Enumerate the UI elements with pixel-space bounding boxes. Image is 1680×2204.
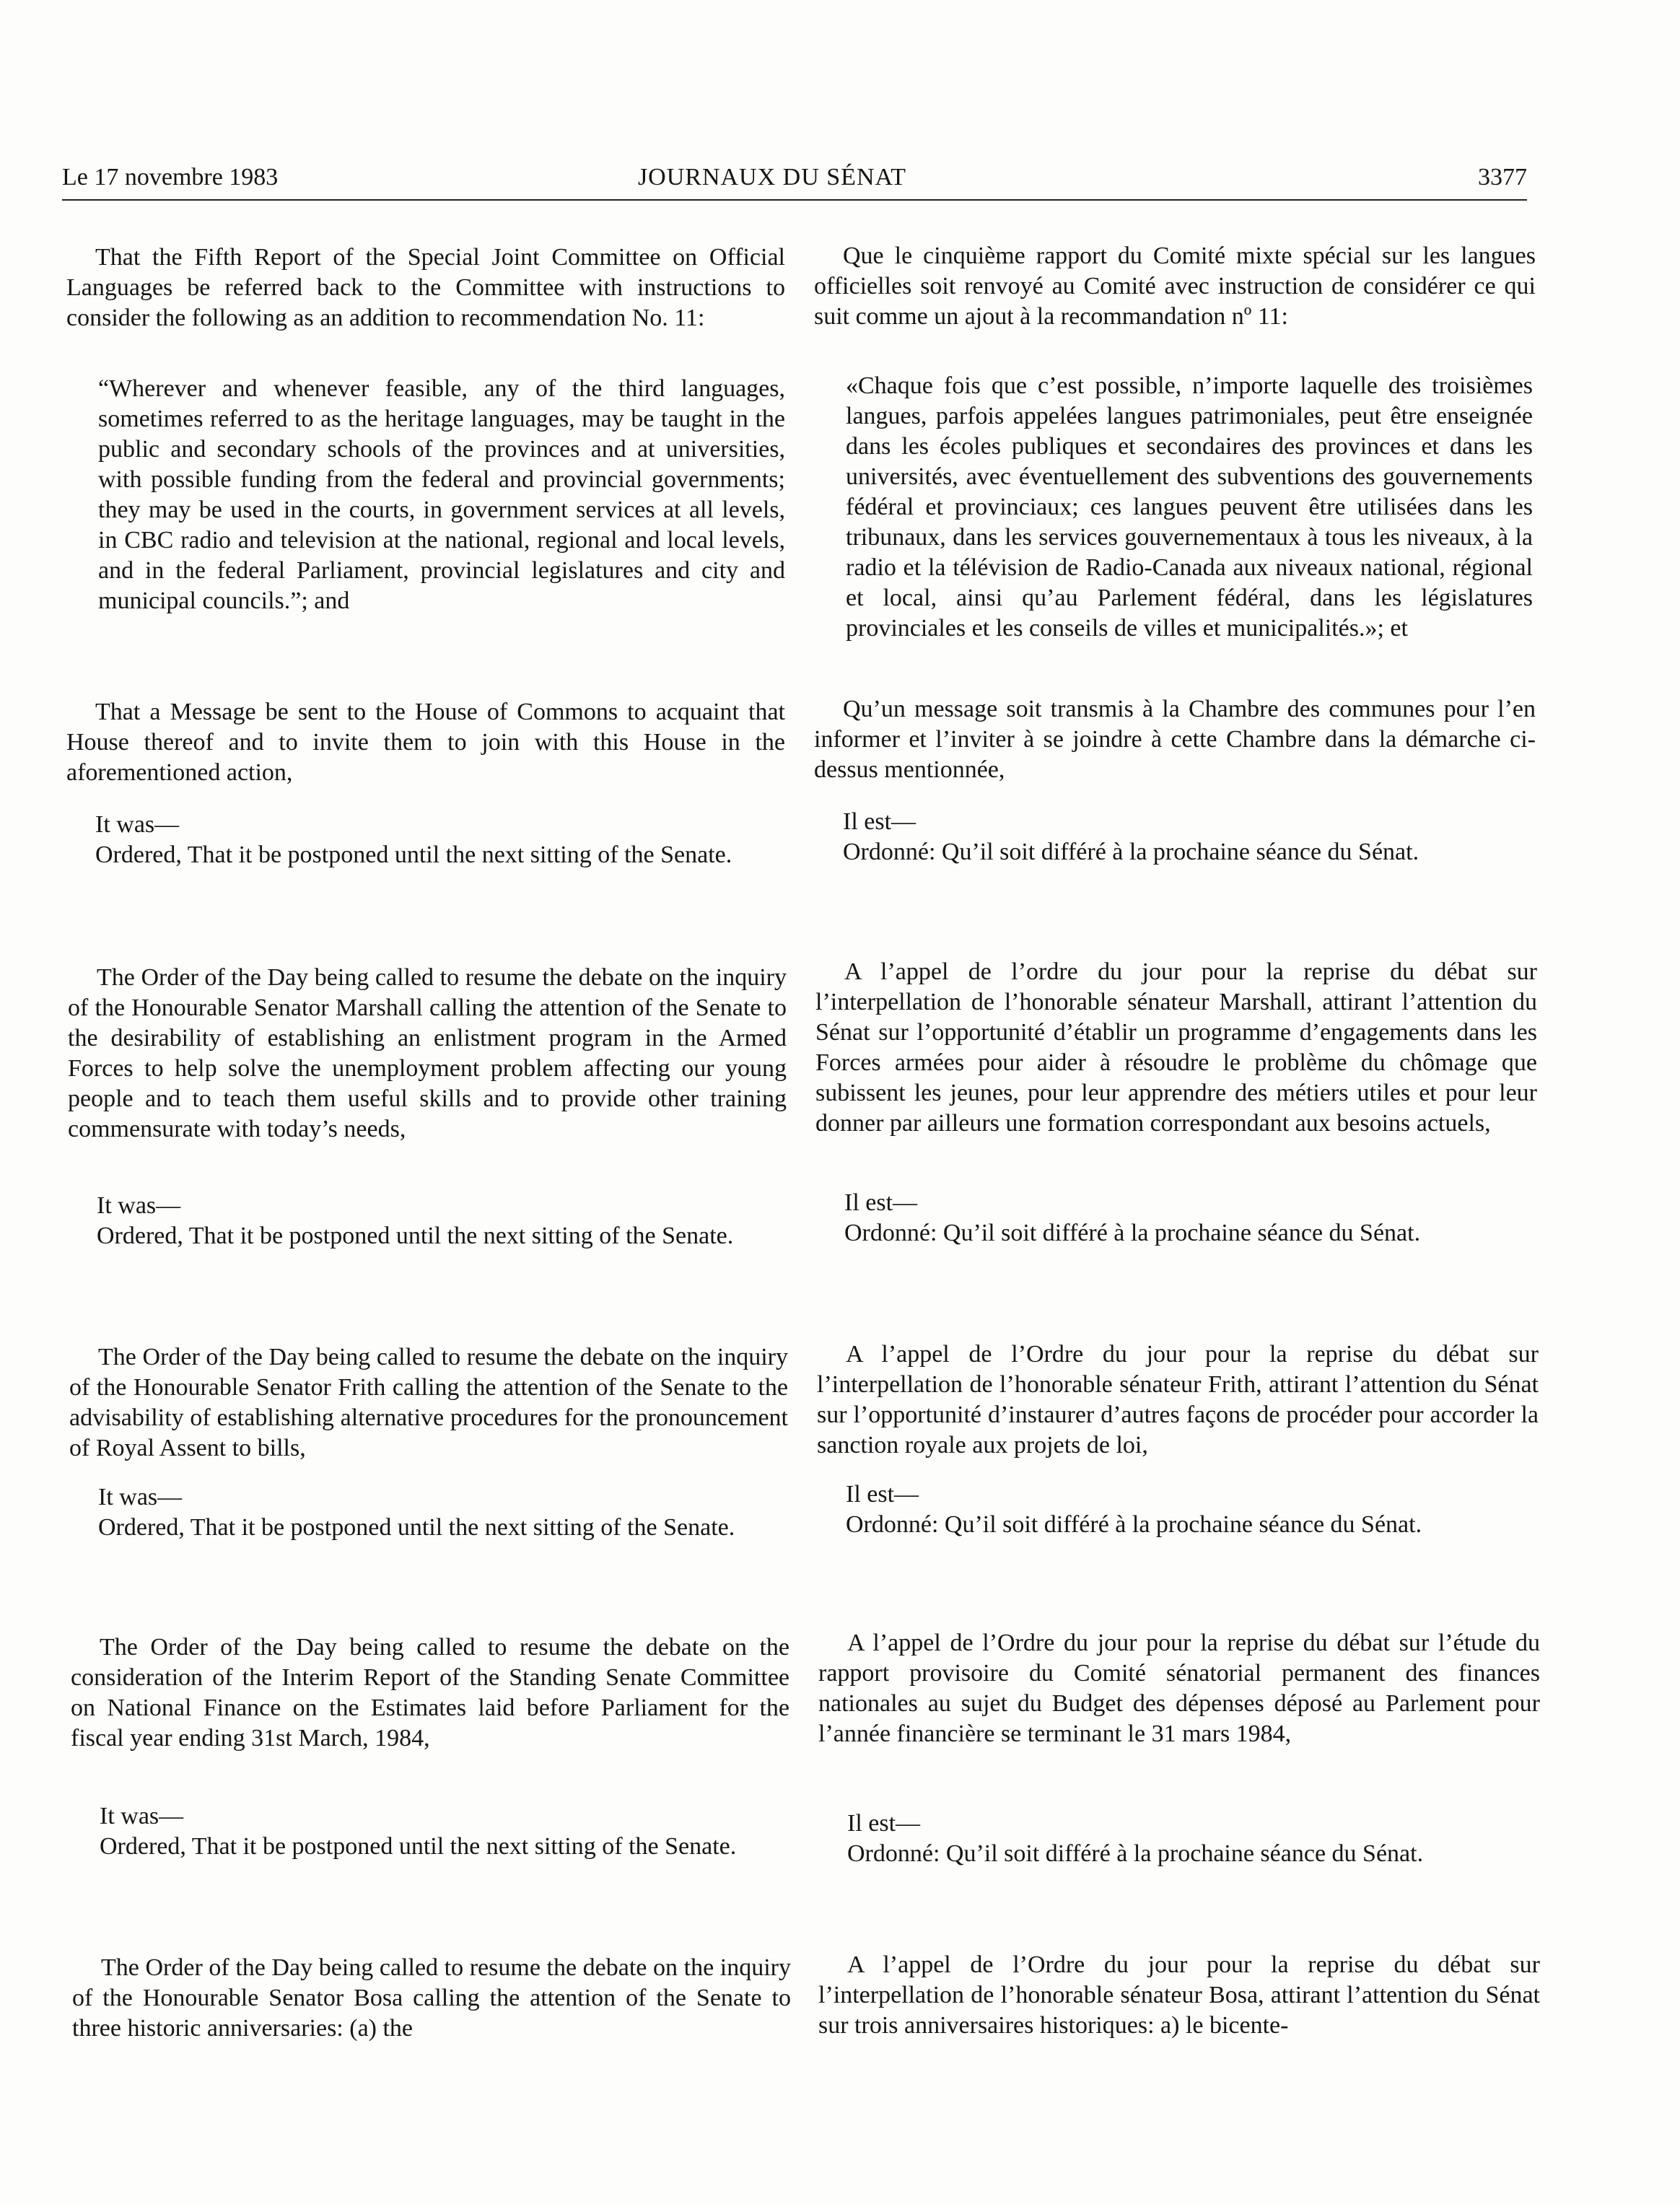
- en-quote-text: “Wherever and whenever feasible, any of the third languages, sometimes referred to as the heritage languages, may be taught in the public and secondary schools of the provinces and at universities, with possible funding from the federal and provincial governments; they may be used in the courts, in government services at all levels, in CBC radio and television at the national, regional and local levels, and in the federal Parliament, provincial legislatures and city and municipal councils.”; and: [98, 375, 785, 614]
- en-order-of-day-marshall: The Order of the Day being called to resume the debate on the inquiry of the Honourable Senator Marshall calling the attention of the Senate to the desirability of establishing an enlistment program in the Armed Forces to help solve the unemployment problem affecting our young people and to teach them useful skills and to provide other training commensurate with today’s needs,: [68, 964, 787, 1142]
- fr-ruling-4: [818, 1809, 1540, 1869]
- fr-ordonne-3: Ordonné: Qu’il soit différé à la prochaine séance du Sénat.: [846, 1511, 1422, 1538]
- fr-ordonne-1: Ordonné: Qu’il soit différé à la prochaine séance du Sénat.: [843, 839, 1419, 865]
- header-journal-title: JOURNAUX DU SÉNAT: [637, 164, 907, 191]
- en-it-was-4: It was—: [100, 1803, 184, 1829]
- fr-il-est-2: Il est—: [844, 1189, 918, 1216]
- header-rule: [62, 199, 1527, 201]
- en-ordered-1: Ordered, That it be postponed until the next sitting of the Senate.: [95, 841, 732, 868]
- header-date: Le 17 novembre 1983: [62, 164, 279, 191]
- en-ordered-3: Ordered, That it be postponed until the next sitting of the Senate.: [98, 1514, 735, 1541]
- en-ordered-2: Ordered, That it be postponed until the next sitting of the Senate.: [97, 1223, 734, 1249]
- fr-quoted-recommendation: [814, 371, 1537, 644]
- header-page-number: 3377: [1478, 164, 1527, 191]
- fr-ruling-3: [817, 1479, 1539, 1540]
- fr-il-est-1: Il est—: [843, 808, 916, 835]
- en-motion-text: That the Fifth Report of the Special Joint Committee on Official Languages be referred back to the Committee with instructions to consider the following as an addition to recommendation No. 11:: [66, 244, 785, 331]
- en-ruling-4: [71, 1801, 789, 1862]
- en-it-was-2: It was—: [97, 1192, 181, 1219]
- fr-motion-text: Que le cinquième rapport du Comité mixte spécial sur les langues officielles soit renvoyé au Comité avec instruction de considérer ce qui suit comme un ajout à la recommandation nº 11:: [814, 242, 1536, 330]
- en-ruling-3: [69, 1482, 788, 1543]
- fr-message-motion: Qu’un message soit transmis à la Chambre des communes pour l’en informer et l’inviter à se joindre à cette Chambre dans la démarche ci-dessus mentionnée,: [814, 696, 1536, 783]
- fr-ruling-2: [815, 1188, 1537, 1249]
- en-it-was-3: It was—: [98, 1484, 183, 1510]
- en-ruling-2: [68, 1191, 787, 1251]
- fr-order-of-day-national-finance: A l’appel de l’Ordre du jour pour la reprise du débat sur l’étude du rapport provisoire du Comité sénatorial permanent des finances nationales au sujet du Budget des dépenses déposé au Parlement pour l’année financière se terminant le 31 mars 1984,: [818, 1630, 1540, 1747]
- fr-il-est-4: Il est—: [847, 1810, 921, 1837]
- en-message-motion: That a Message be sent to the House of Commons to acquaint that House thereof and to invite them to join with this House in the aforementioned action,: [66, 699, 785, 786]
- fr-ruling-1: [814, 807, 1536, 867]
- fr-order-of-day-frith: A l’appel de l’Ordre du jour pour la reprise du débat sur l’interpellation de l’honorable sénateur Frith, attirant l’attention du Sénat sur l’opportunité d’instaurer d’autres façons de procéder pour accorder la sanction royale aux projets de loi,: [817, 1341, 1539, 1459]
- fr-ordonne-4: Ordonné: Qu’il soit différé à la prochaine séance du Sénat.: [847, 1840, 1424, 1867]
- en-order-of-day-frith: The Order of the Day being called to resume the debate on the inquiry of the Honourable Senator Frith calling the attention of the Senate to the advisability of establishing alternative procedures for the pronouncement of Royal Assent to bills,: [69, 1344, 788, 1461]
- fr-ordonne-2: Ordonné: Qu’il soit différé à la prochaine séance du Sénat.: [844, 1220, 1421, 1246]
- en-order-of-day-bosa: The Order of the Day being called to resume the debate on the inquiry of the Honourable Senator Bosa calling the attention of the Senate to three historic anniversaries: (a) the: [72, 1954, 791, 2042]
- en-order-of-day-national-finance: The Order of the Day being called to resume the debate on the consideration of the Interim Report of the Standing Senate Committee on National Finance on the Estimates laid before Parliament for the fiscal year ending 31st March, 1984,: [71, 1634, 789, 1752]
- fr-order-of-day-marshall: A l’appel de l’ordre du jour pour la reprise du débat sur l’interpellation de l’honorable sénateur Marshall, attirant l’attention du Sénat sur l’opportunité d’établir un programme d’engagements dans les Forces armées pour aider à résoudre le problème du chômage que subissent les jeunes, pour leur apprendre des métiers utiles et pour leur donner par ailleurs une formation correspondant aux besoins actuels,: [815, 958, 1537, 1137]
- fr-quote-text: «Chaque fois que c’est possible, n’importe laquelle des troisièmes langues, parfois appelées langues patrimoniales, peut être enseignée dans les écoles publiques et secondaires des provinces et dans les universités, avec éventuellement des subventions des gouvernements fédéral et provinciaux; ces langues peuvent être utilisées dans les tribunaux, dans les services gouvernementaux à tous les niveaux, à la radio et la télévision de Radio-Canada aux niveaux national, régional et local, ainsi qu’au Parlement fédéral, dans les législatures provinciales et les conseils de villes et municipalités.»; et: [846, 372, 1533, 642]
- en-quoted-recommendation: [66, 374, 789, 616]
- en-ordered-4: Ordered, That it be postponed until the next sitting of the Senate.: [100, 1833, 737, 1860]
- en-ruling-1: [66, 810, 785, 870]
- en-it-was-1: It was—: [95, 811, 180, 838]
- fr-order-of-day-bosa: A l’appel de l’Ordre du jour pour la reprise du débat sur l’interpellation de l’honorable sénateur Bosa, attirant l’attention du Sénat sur trois anniversaires historiques: a) le bicente-: [818, 1951, 1540, 2039]
- fr-il-est-3: Il est—: [846, 1481, 919, 1508]
